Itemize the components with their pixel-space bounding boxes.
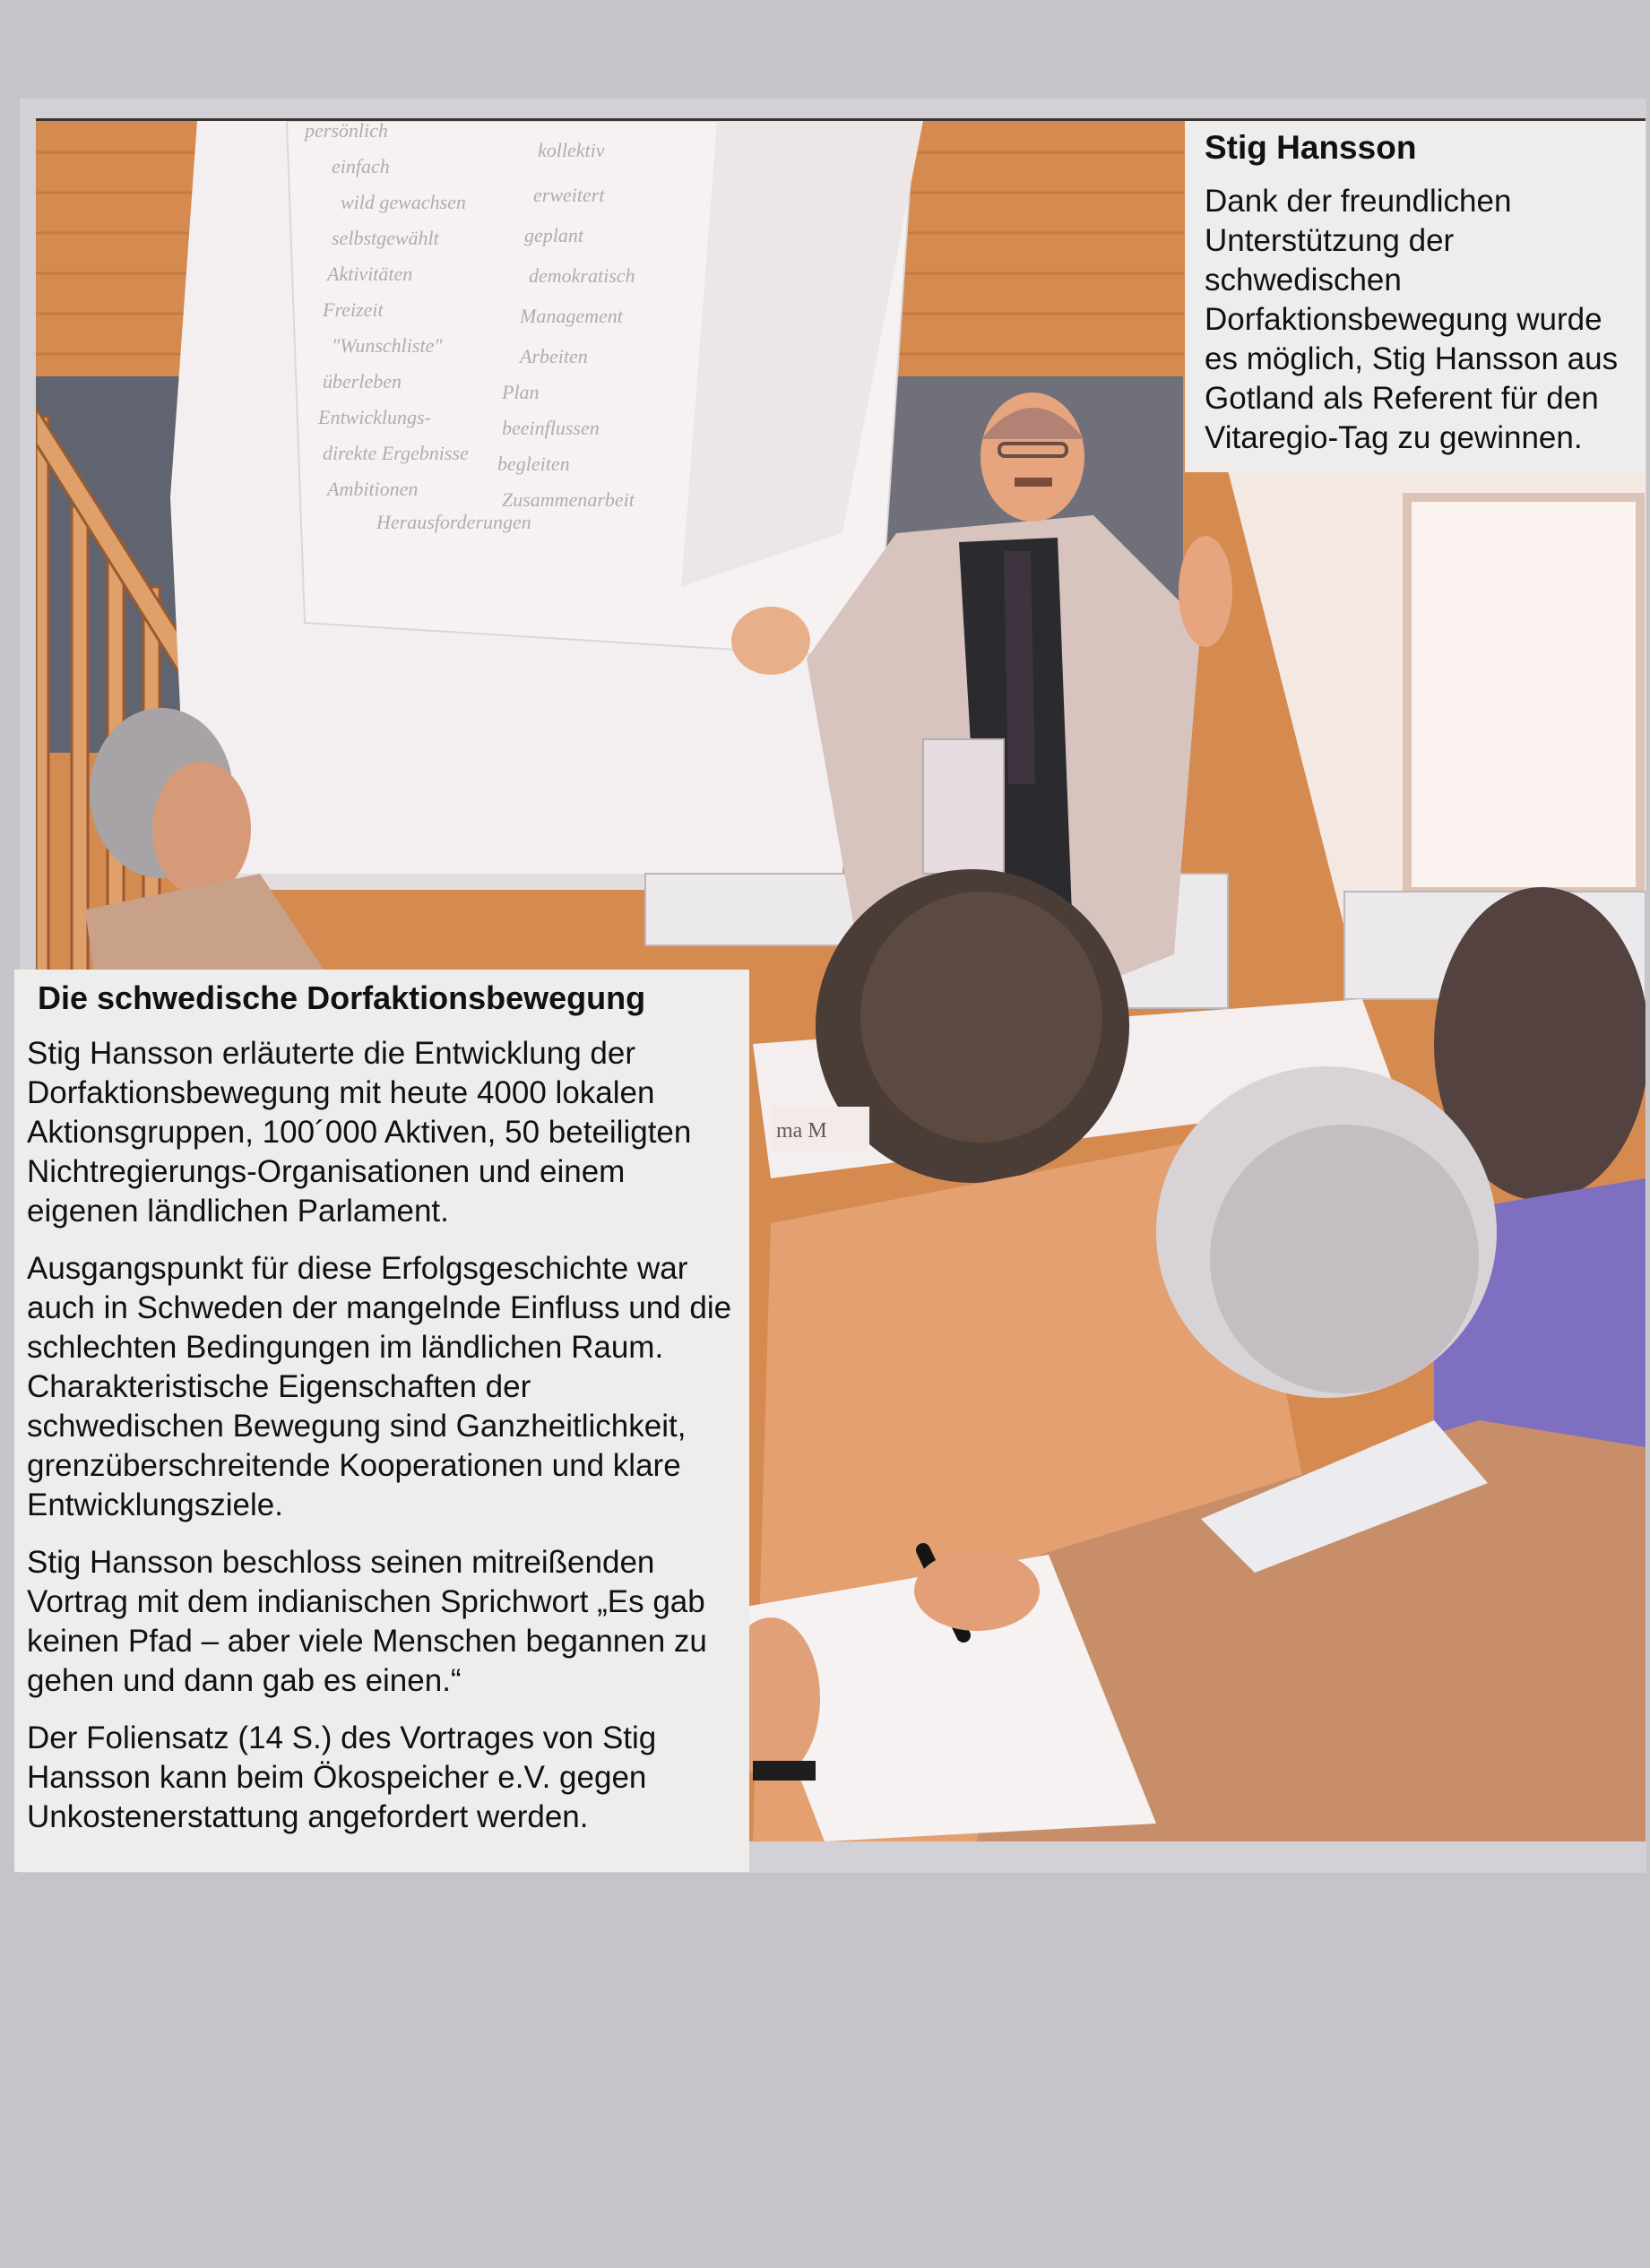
flipchart-right-item: Zusammenarbeit <box>502 488 635 511</box>
flipchart-right-item: demokratisch <box>529 264 635 287</box>
flipchart-left-item: Freizeit <box>323 298 384 321</box>
flipchart-left-item: "Wunschliste" <box>332 334 443 357</box>
article-paragraph: Stig Hansson beschloss seinen mitreißenden Vortrag mit dem indianischen Sprichwort „Es gab keinen Pfad – aber viele Menschen begannen zu gehen und dann gab es einen.“ <box>27 1545 707 1698</box>
flipchart-right-item: beeinflussen <box>502 417 600 439</box>
flipchart-left-item: Entwicklungs- <box>318 406 431 428</box>
flipchart-left-item: einfach <box>332 155 390 177</box>
table-sign-text: ma M <box>776 1119 827 1143</box>
flipchart-left-item: Ambitionen <box>327 478 419 500</box>
lectern <box>923 739 1004 874</box>
article-paragraph: Ausgangspunkt für diese Erfolgsgeschichte war auch in Schweden der mangelnde Einfluss und die schlechten Bedingungen im ländlichen Raum. Charakteristische Eigenschaften der schwedischen Bewegung sind Ganzheitlichkeit, grenzüberschreitende Kooperationen und klare Entwicklungsziele. <box>27 1251 732 1522</box>
flipchart-left-item: überleben <box>323 370 402 392</box>
photo-caption <box>1185 121 1646 472</box>
flipchart-left-item: persönlich <box>305 121 388 142</box>
flipchart-right-item: Arbeiten <box>520 345 588 367</box>
wristwatch <box>753 1761 816 1781</box>
article-paragraph: Stig Hansson erläuterte die Entwicklung der Dorfaktionsbewegung mit heute 4000 lokalen Aktionsgruppen, 100´000 Aktiven, 50 beteiligten Nichtregierungs-Organisationen und einem eigenen ländlichen Parlament. <box>27 1036 692 1229</box>
flipchart-left-item: wild gewachsen <box>341 191 466 213</box>
article-block <box>14 970 749 1872</box>
flipchart-right-item: Plan <box>502 381 540 403</box>
writing-hand <box>914 1550 1040 1631</box>
flipchart-left-item: selbstgewählt <box>332 227 439 249</box>
window-pane <box>1407 497 1640 892</box>
flipchart-right-item: Management <box>520 305 623 327</box>
flipchart-right-item: kollektiv <box>538 139 605 161</box>
caption-text: Dank der freundlichen Unterstützung der schwedischen Dorfaktionsbewegung wurde es möglich, Stig Hansson aus Gotland als Referent für den Vitaregio-Tag zu gewinnen. <box>1205 184 1619 455</box>
flipchart-left-item: direkte Ergebnisse <box>323 442 469 464</box>
article-paragraph: Der Foliensatz (14 S.) des Vortrages von Stig Hansson kann beim Ökospeicher e.V. gegen Unkostenerstattung angefordert werden. <box>27 1720 657 1834</box>
article-title: Die schwedische Dorfaktionsbewegung <box>38 979 646 1016</box>
flipchart-right-item: begleiten <box>497 453 570 475</box>
radiator <box>645 874 869 945</box>
flipchart-right-item: geplant <box>524 224 583 246</box>
flipchart-right-item: erweitert <box>533 184 605 206</box>
flipchart-left-item: Herausforderungen <box>376 511 531 533</box>
flipchart-left-item: Aktivitäten <box>327 263 413 285</box>
caption-title: Stig Hansson <box>1205 129 1417 166</box>
